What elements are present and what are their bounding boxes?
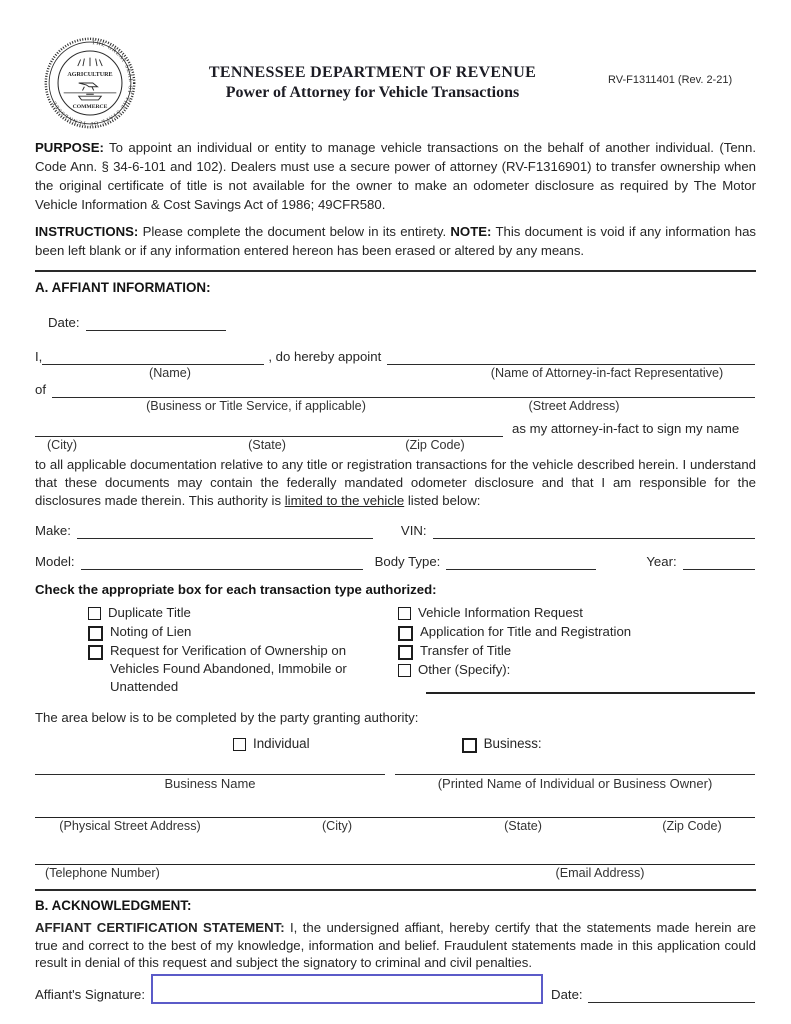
individual-label: Individual (253, 736, 310, 751)
checkbox-item (88, 623, 360, 641)
signature-date-blank[interactable] (588, 985, 755, 1003)
certification-text: I, the undersigned affiant, hereby certify that the statements made herein are true and correct to the best of my knowledge, information and belief. Fraudulent statements made in this application could result in denial of this request and subject the signatory to criminal and civil penalties. (35, 920, 757, 970)
signature-line (151, 974, 543, 1003)
printed-name-label: (Printed Name of Individual or Business Owner) (437, 776, 713, 791)
year-blank[interactable] (683, 552, 755, 570)
seal-rim-text: THE GREAT SEAL OF THE STATE OF TENNESSEE (51, 39, 134, 127)
checkbox-vehicle-information-request[interactable] (398, 607, 411, 620)
year-label: Year: (646, 554, 677, 569)
instructions-text: Please complete the document below in its entirety. (142, 224, 447, 239)
business-and-street-address-blank[interactable] (52, 380, 755, 398)
name-label: (Name) (149, 366, 191, 380)
attorney-name-blank[interactable] (387, 347, 755, 365)
checkbox-item (88, 604, 360, 622)
attorney-representative-label: (Name of Attorney-in-fact Representative) (490, 366, 724, 380)
zip-code-label: (Zip Code) (405, 438, 465, 452)
business-label: Business: (483, 736, 542, 751)
authority-text-underlined: limited to the vehicle (284, 493, 405, 508)
riverboat-icon (79, 94, 102, 100)
i-prefix: I, (35, 349, 43, 364)
checkbox-label: Vehicle Information Request (418, 605, 583, 620)
state-label: (State) (248, 438, 286, 452)
purpose-text: To appoint an individual or entity to manage vehicle transactions on the behalf of another individual. (Tenn. Code Ann. § 34-6-101 and 102). Dealers must use a secure power of attorney (RV-F1316901) to transfer ownership when the original certificate of title is not available for the owner to make an odometer disclosure as required by The Motor Vehicle Information & Cost Savings Act of 1986; 49CFR580. (35, 140, 756, 212)
title-block (137, 64, 608, 102)
note-label: NOTE: (450, 224, 492, 239)
purpose-paragraph (35, 138, 756, 214)
wheat-sheaf-icon (78, 58, 102, 66)
checkbox-label: Application for Title and Registration (420, 624, 632, 639)
other-specify-blank[interactable] (426, 691, 755, 694)
certification-statement (35, 919, 756, 972)
checkbox-item (398, 623, 755, 641)
city-state-zip-blank[interactable] (35, 419, 503, 437)
checkbox-label: Other (Specify): (418, 662, 511, 677)
vin-blank[interactable] (433, 521, 755, 539)
section-divider (35, 270, 756, 272)
state-label2: (State) (504, 819, 542, 833)
checkbox-business[interactable] (462, 738, 477, 753)
checkbox-other[interactable] (398, 664, 411, 677)
appoint-row (35, 347, 755, 365)
business-option (462, 735, 542, 753)
city-state-zip-row (35, 419, 755, 437)
form-title: Power of Attorney for Vehicle Transactions (225, 84, 520, 101)
checkbox-label: Duplicate Title (108, 605, 191, 620)
seal-agriculture-text: AGRICULTURE (67, 71, 113, 78)
section-a-heading: A. AFFIANT INFORMATION: (35, 280, 211, 295)
section-divider-b (35, 889, 756, 891)
signature-row (35, 974, 755, 1003)
make-blank[interactable] (77, 521, 373, 539)
transaction-checkbox-grid (35, 604, 755, 697)
checkbox-transfer-of-title[interactable] (398, 645, 413, 660)
affiant-signature-input[interactable] (151, 974, 543, 1004)
date-label: Date: (48, 315, 80, 330)
checkbox-verification-of-ownership[interactable] (88, 645, 103, 660)
model-blank[interactable] (81, 552, 363, 570)
authority-text-pre: to all applicable documentation relative to any title or registration transactions for the vehicle described herein. I understand that these documents may contain the federally mandated odometer disclosure and that I am responsible for the disclosures made therein. This authority is (35, 457, 756, 508)
attorney-in-fact-suffix: as my attorney-in-fact to sign my name (512, 421, 740, 436)
signature-date-label: Date: (551, 986, 583, 1002)
telephone-number-label: (Telephone Number) (45, 866, 160, 880)
checkbox-column-right (398, 604, 755, 697)
instructions-label: INSTRUCTIONS: (35, 224, 139, 239)
checkbox-label: Request for Verification of Ownership on Vehicles Found Abandoned, Immobile or Unattended (110, 643, 347, 694)
checkbox-item (88, 642, 360, 696)
individual-option (233, 735, 310, 753)
appoint-text: , do hereby appoint (268, 349, 382, 364)
agency-title: TENNESSEE DEPARTMENT OF REVENUE (208, 64, 537, 81)
checkbox-item (398, 642, 755, 660)
business-or-title-service-label: (Business or Title Service, if applicable) (146, 399, 366, 413)
authority-text-post: listed below: (404, 493, 481, 508)
checkbox-application-title-registration[interactable] (398, 626, 413, 641)
vin-label: VIN: (400, 523, 427, 538)
signature-label: Affiant's Signature: (35, 986, 146, 1002)
date-row (35, 313, 755, 331)
checkbox-label: Noting of Lien (110, 624, 192, 639)
make-vin-row (35, 521, 755, 539)
address-labels-row (35, 818, 755, 833)
city-state-zip-labels (35, 437, 755, 452)
model-label: Model: (35, 554, 75, 569)
tennessee-state-seal-icon (43, 36, 137, 130)
purpose-label: PURPOSE: (35, 140, 104, 155)
checkbox-noting-of-lien[interactable] (88, 626, 103, 641)
zip-code-label2: (Zip Code) (662, 819, 722, 833)
email-address-label: (Email Address) (555, 866, 645, 880)
of-row (35, 380, 755, 398)
of-labels (35, 398, 755, 413)
checkbox-individual[interactable] (233, 738, 246, 751)
of-prefix: of (35, 382, 46, 397)
authority-paragraph (35, 456, 756, 510)
granting-authority-text: The area below is to be completed by the party granting authority: (35, 710, 419, 725)
instructions-paragraph (35, 222, 756, 260)
individual-business-row (35, 735, 755, 753)
contact-labels-row (35, 865, 755, 880)
city-label: (City) (46, 438, 78, 452)
certification-label: AFFIANT CERTIFICATION STATEMENT: (35, 920, 285, 935)
seal-commerce-text: COMMERCE (72, 103, 108, 110)
physical-street-address-label: (Physical Street Address) (59, 819, 201, 833)
transaction-type-heading: Check the appropriate box for each transaction type authorized: (35, 582, 437, 597)
affiant-name-blank[interactable] (42, 347, 264, 365)
checkbox-label: Transfer of Title (420, 643, 512, 658)
body-type-label: Body Type: (374, 554, 441, 569)
date-blank[interactable] (86, 313, 226, 331)
body-type-blank[interactable] (446, 552, 596, 570)
plow-icon (79, 83, 98, 91)
model-bodytype-year-row (35, 552, 755, 570)
form-number: RV-F1311401 (Rev. 2-21) (608, 74, 733, 86)
checkbox-duplicate-title[interactable] (88, 607, 101, 620)
appoint-labels (35, 365, 755, 380)
city-label2: (City) (321, 819, 353, 833)
make-label: Make: (35, 523, 71, 538)
header (0, 0, 791, 130)
business-name-label: Business Name (164, 776, 256, 791)
checkbox-column-left (88, 604, 360, 697)
street-address-label: (Street Address) (528, 399, 620, 413)
section-b-heading: B. ACKNOWLEDGMENT: (35, 898, 192, 913)
checkbox-item (398, 661, 755, 679)
checkbox-item (398, 604, 755, 622)
note-text: This document is void if any information has been left blank or if any information entered hereon has been erased or altered by any means. (35, 224, 756, 258)
business-printed-name-labels (35, 775, 755, 792)
